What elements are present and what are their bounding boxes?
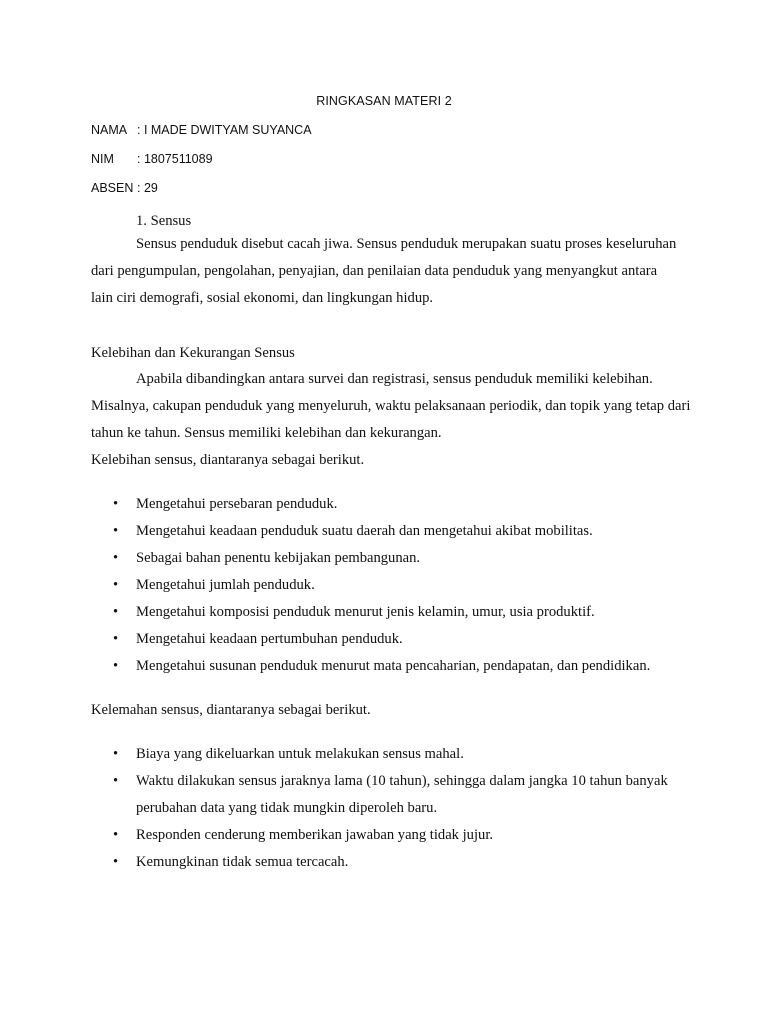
bullet-icon: • [113,550,119,566]
list-item-text: Mengetahui keadaan penduduk suatu daerah dan mengetahui akibat mobilitas. [136,523,593,539]
section-heading: 1. Sensus [136,213,192,229]
paragraph-definition: Sensus penduduk disebut cacah jiwa. Sensus penduduk merupakan suatu proses keseluruhan dari pengumpulan, pengolahan, penyajian, dan penilaian data penduduk yang menyangkut antara lain ciri demografi, sosial ekonomi, dan lingkungan hidup. [91,236,677,306]
list-item-text: Mengetahui susunan penduduk menurut mata pencaharian, pendapatan, dan pendidikan. [136,658,651,674]
identity-value: : 29 [137,181,158,195]
list-item [91,626,711,653]
identity-label: NIM [91,152,114,166]
list-item-text: Biaya yang dikeluarkan untuk melakukan sensus mahal. [136,746,464,762]
bullet-icon: • [113,658,119,674]
list-item-text: Mengetahui jumlah penduduk. [136,577,315,593]
identity-row-nama [91,123,312,137]
subheading: Kelebihan dan Kekurangan Sensus [91,345,295,361]
identity-label: ABSEN [91,181,134,195]
identity-value: : I MADE DWITYAM SUYANCA [137,123,312,137]
list-item [91,849,711,876]
bullet-icon: • [113,773,119,789]
document-title: RINGKASAN MATERI 2 [316,94,452,108]
paragraph-comparison: Apabila dibandingkan antara survei dan registrasi, sensus penduduk memiliki kelebihan. Misalnya, cakupan penduduk yang menyeluruh, waktu pelaksanaan periodik, dan topik yang tetap dari tahun ke tahun. Sensus memiliki kelebihan dan kekurangan. [91,371,691,441]
bullet-icon: • [113,604,119,620]
bullet-icon: • [113,746,119,762]
list-item [91,545,711,572]
list-item [91,822,711,849]
list-item [91,599,711,626]
list-item-text: Mengetahui persebaran penduduk. [136,496,338,512]
list-item [91,572,711,599]
kelemahan-intro: Kelemahan sensus, diantaranya sebagai berikut. [91,702,371,718]
identity-label: NAMA [91,123,128,137]
kelebihan-list [91,491,711,680]
identity-row-nim [91,152,213,166]
list-item [91,741,711,768]
list-item [91,653,711,680]
bullet-icon: • [113,854,119,870]
list-item-text: Kemungkinan tidak semua tercacah. [136,854,349,870]
identity-value: : 1807511089 [137,152,213,166]
bullet-icon: • [113,523,119,539]
list-item [91,768,711,822]
list-item-text: Responden cenderung memberikan jawaban yang tidak jujur. [136,827,494,843]
kelebihan-intro: Kelebihan sensus, diantaranya sebagai berikut. [91,452,365,468]
list-item-text: Waktu dilakukan sensus jaraknya lama (10 tahun), sehingga dalam jangka 10 tahun banyak perubahan data yang tidak mungkin diperoleh baru. [136,773,668,816]
list-item-text: Mengetahui keadaan pertumbuhan penduduk. [136,631,403,647]
identity-row-absen [91,181,158,195]
list-item-text: Mengetahui komposisi penduduk menurut jenis kelamin, umur, usia produktif. [136,604,595,620]
bullet-icon: • [113,496,119,512]
list-item-text: Sebagai bahan penentu kebijakan pembangunan. [136,550,421,566]
bullet-icon: • [113,827,119,843]
list-item [91,518,711,545]
kelemahan-list [91,741,711,876]
list-item [91,491,711,518]
bullet-icon: • [113,577,119,593]
bullet-icon: • [113,631,119,647]
